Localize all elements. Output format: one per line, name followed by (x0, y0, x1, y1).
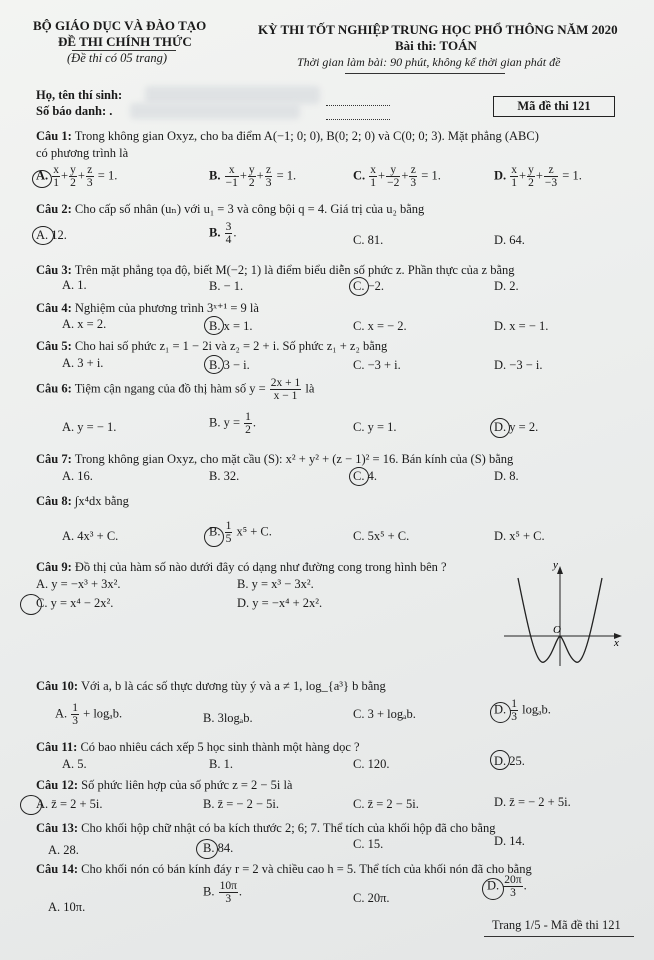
q9-option-a[interactable]: A. y = −x³ + 3x². (36, 577, 121, 591)
q6-option-b[interactable]: B. y = $\frac{1}{2}$ . (209, 411, 257, 436)
q12-option-c[interactable]: C. z̄ = 2 − 5i. (353, 797, 419, 811)
question-2: Câu 2: Cho cấp số nhân (uₙ) với u₁ = 3 và công bội q = 4. Giá trị của u₂ bằng (36, 202, 425, 216)
q9-option-c[interactable]: C. y = x⁴ − 2x². (36, 596, 114, 610)
answer-circle-q14 (482, 878, 504, 900)
q7-option-b[interactable]: B. 32. (209, 469, 240, 483)
q14-option-d[interactable]: D. $\frac{20\pi}{3}$ . (487, 874, 527, 899)
q11-option-b[interactable]: B. 1. (209, 757, 233, 771)
q10-option-b[interactable]: B. 3logₐb. (203, 711, 253, 725)
subject-label: Bài thi: TOÁN (395, 38, 477, 53)
question-9: Câu 9: Đồ thị của hàm số nào dưới đây có dạng như đường cong trong hình bên ? (36, 560, 447, 574)
time-limit: Thời gian làm bài: 90 phút, không kể thời gian phát đề (297, 55, 561, 69)
q8-option-c[interactable]: C. 5x⁵ + C. (353, 529, 410, 543)
y-axis-label: y (553, 559, 558, 571)
answer-circle-q3 (349, 277, 369, 296)
q13-option-a[interactable]: A. 28. (48, 843, 79, 857)
q7-option-d[interactable]: D. 8. (494, 469, 519, 483)
q14-option-a[interactable]: A. 10π. (48, 900, 86, 914)
q2-option-b[interactable]: B. $\frac{3}{4}$ . (209, 221, 237, 246)
question-3: Câu 3: Trên mặt phẳng tọa độ, biết M(−2; 1) là điểm biểu diễn số phức z. Phần thực của z bằng (36, 263, 515, 277)
q10-option-c[interactable]: C. 3 + logₐb. (353, 707, 416, 721)
q2-option-c[interactable]: C. 81. (353, 233, 384, 247)
answer-circle-q12 (20, 795, 42, 815)
question-11: Câu 11: Có bao nhiêu cách xếp 5 học sinh thành một hàng dọc ? (36, 740, 360, 754)
q3-option-a[interactable]: A. 1. (62, 278, 87, 292)
q11-option-d[interactable]: D. 25. (494, 754, 525, 768)
page-count: (Đề thi có 05 trang) (67, 51, 167, 65)
redacted-id (130, 103, 300, 119)
q8-option-b[interactable]: B. $\frac{1}{5}$ x⁵ + C. (209, 520, 272, 545)
question-1-text2: có phương trình là (36, 146, 129, 160)
question-12: Câu 12: Số phức liên hợp của số phức z = 2 − 5i là (36, 778, 293, 792)
question-7: Câu 7: Trong không gian Oxyz, cho mặt cầu (S): x² + y² + (z − 1)² = 16. Bán kính của (S) bằng (36, 452, 514, 466)
q12-option-d[interactable]: D. z̄ = − 2 + 5i. (494, 795, 571, 809)
q10-option-d[interactable]: D. $\frac{1}{3}$ logₐb. (494, 698, 551, 723)
id-label: Số báo danh: . (36, 104, 113, 118)
answer-circle-q9 (20, 594, 42, 615)
q6-option-c[interactable]: C. y = 1. (353, 420, 397, 434)
answer-circle-q5 (204, 355, 224, 374)
q3-option-d[interactable]: D. 2. (494, 279, 519, 293)
exam-title: KỲ THI TỐT NGHIỆP TRUNG HỌC PHỔ THÔNG NĂM 2020 (258, 22, 618, 37)
question-6: Câu 6: Tiệm cận ngang của đồ thị hàm số y = $\frac{2x + 1}{x - 1}$ là (36, 377, 315, 402)
exam-code: Mã đề thi 121 (517, 99, 591, 113)
answer-circle-q4 (204, 316, 224, 335)
q3-option-c[interactable]: C. −2. (353, 279, 385, 293)
q7-option-a[interactable]: A. 16. (62, 469, 93, 483)
question-14: Câu 14: Cho khối nón có bán kính đáy r = 2 và chiều cao h = 5. Thể tích của khối nón đã cho bằng (36, 862, 532, 876)
q4-option-b[interactable]: B. x = 1. (209, 319, 253, 333)
q8-option-d[interactable]: D. x⁵ + C. (494, 529, 545, 543)
q1-option-d[interactable]: D. $\frac{x}{1}$ + $\frac{y}{2}$ + $\frac{z}{-3}$ = 1. (494, 164, 582, 189)
answer-circle-q10 (490, 702, 511, 723)
answer-circle-q1 (32, 170, 52, 188)
q5-option-d[interactable]: D. −3 − i. (494, 358, 543, 372)
q1-option-c[interactable]: C. $\frac{x}{1}$ + $\frac{y}{-2}$ + $\frac{z}{3}$ = 1. (353, 164, 441, 189)
footer-rule (484, 936, 634, 937)
answer-circle-q13 (196, 839, 218, 859)
q3-option-b[interactable]: B. − 1. (209, 279, 244, 293)
q7-option-c[interactable]: C. 4. (353, 469, 377, 483)
official-label: ĐỀ THI CHÍNH THỨC (58, 34, 192, 49)
answer-circle-q6 (490, 418, 510, 438)
time-underline (345, 73, 505, 74)
q5-option-a[interactable]: A. 3 + i. (62, 356, 104, 370)
q14-option-c[interactable]: C. 20π. (353, 891, 390, 905)
name-dots (326, 105, 390, 106)
question-10: Câu 10: Với a, b là các số thực dương tùy ý và a ≠ 1, log_{a³} b bằng (36, 679, 386, 693)
question-5: Câu 5: Cho hai số phức z₁ = 1 − 2i và z₂ = 2 + i. Số phức z₁ + z₂ bằng (36, 339, 388, 353)
x-axis-label: x (614, 637, 619, 649)
q11-option-a[interactable]: A. 5. (62, 757, 87, 771)
name-label: Họ, tên thí sinh: (36, 88, 123, 102)
q1-option-a[interactable]: A. $\frac{x}{1}$ + $\frac{y}{2}$ + $\frac{z}{3}$ = 1. (36, 164, 118, 189)
question-1-text: Trong không gian Oxyz, cho ba điểm A(−1; 0; 0), B(0; 2; 0) và C(0; 0; 3). Mặt phẳng (ABC) (74, 129, 539, 143)
q5-option-b[interactable]: B. 3 − i. (209, 358, 250, 372)
q6-option-d[interactable]: D. y = 2. (494, 420, 539, 434)
q4-option-d[interactable]: D. x = − 1. (494, 319, 549, 333)
q13-option-d[interactable]: D. 14. (494, 834, 525, 848)
q2-option-a[interactable]: A. 12. (36, 228, 67, 242)
answer-circle-q2 (32, 226, 54, 245)
origin-label: O (553, 624, 561, 636)
q12-option-a[interactable]: A. z̄ = 2 + 5i. (36, 797, 103, 811)
q2-option-d[interactable]: D. 64. (494, 233, 525, 247)
q9-option-d[interactable]: D. y = −x⁴ + 2x². (237, 596, 323, 610)
q4-option-a[interactable]: A. x = 2. (62, 317, 107, 331)
q8-option-a[interactable]: A. 4x³ + C. (62, 529, 119, 543)
page-footer: Trang 1/5 - Mã đề thi 121 (492, 918, 621, 932)
quartic-graph (500, 558, 630, 670)
q12-option-b[interactable]: B. z̄ = − 2 − 5i. (203, 797, 280, 811)
q13-option-b[interactable]: B. 84. (203, 841, 234, 855)
q11-option-c[interactable]: C. 120. (353, 757, 390, 771)
question-4: Câu 4: Nghiệm của phương trình 3ˣ⁺¹ = 9 là (36, 301, 259, 315)
answer-circle-q8 (204, 527, 224, 547)
redacted-name (145, 86, 320, 104)
q4-option-c[interactable]: C. x = − 2. (353, 319, 407, 333)
question-8: Câu 8: ∫x⁴dx bằng (36, 494, 129, 508)
question-1: Câu 1: Trong không gian Oxyz, cho ba điểm A(−1; 0; 0), B(0; 2; 0) và C(0; 0; 3). Mặt phẳng (ABC) (36, 129, 539, 143)
id-dots (326, 119, 390, 120)
answer-circle-q7 (349, 467, 369, 486)
q14-option-b[interactable]: B. $\frac{10\pi}{3}$ . (203, 880, 243, 905)
q5-option-c[interactable]: C. −3 + i. (353, 358, 401, 372)
q1-option-b[interactable]: B. $\frac{x}{-1}$ + $\frac{y}{2}$ + $\frac{z}{3}$ = 1. (209, 164, 297, 189)
q9-option-b[interactable]: B. y = x³ − 3x². (237, 577, 314, 591)
question-13: Câu 13: Cho khối hộp chữ nhật có ba kích thước 2; 6; 7. Thể tích của khối hộp đã cho bằng (36, 821, 496, 835)
q6-option-a[interactable]: A. y = − 1. (62, 420, 117, 434)
y-axis-arrow-icon (557, 566, 563, 574)
ministry-name: BỘ GIÁO DỤC VÀ ĐÀO TẠO (33, 18, 207, 33)
q10-option-a[interactable]: A. $\frac{1}{3}$ + logₐb. (55, 702, 123, 727)
q13-option-c[interactable]: C. 15. (353, 837, 384, 851)
answer-circle-q11 (490, 750, 510, 770)
